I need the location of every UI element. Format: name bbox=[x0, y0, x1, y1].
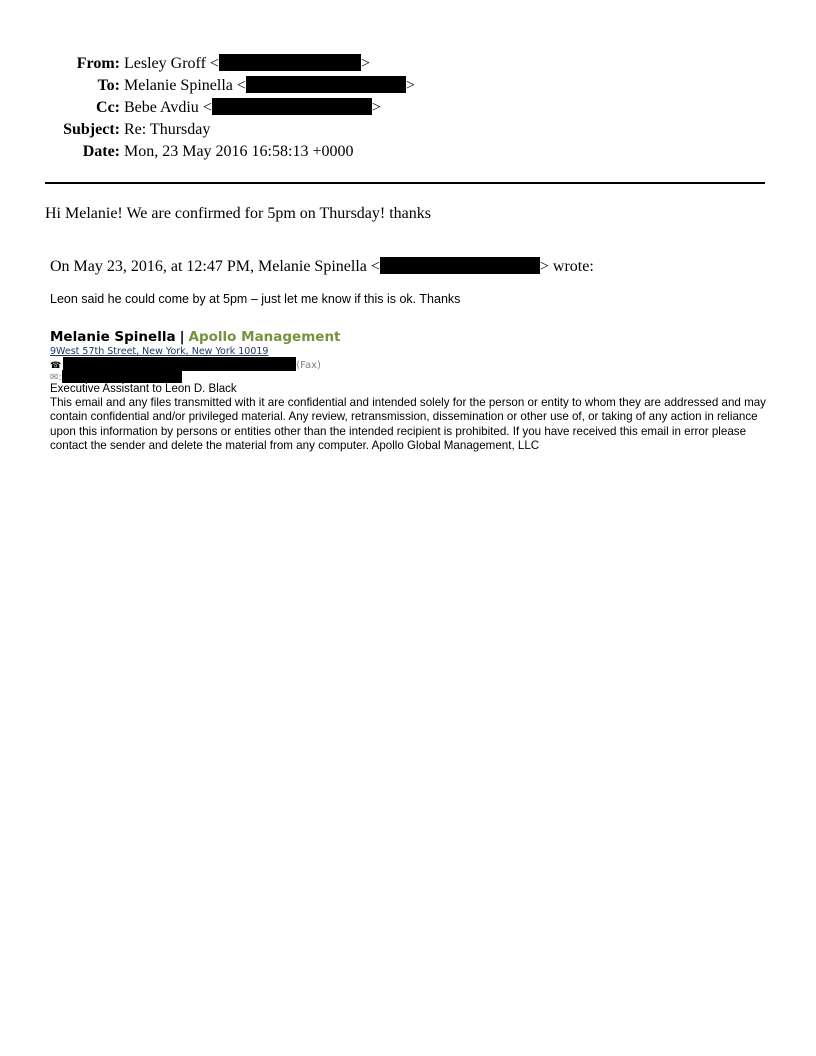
date-label: Date: bbox=[82, 143, 120, 160]
cc-value: Bebe Avdiu < > bbox=[124, 99, 381, 116]
signature-phone-line bbox=[50, 357, 321, 371]
envelope-icon: ✉ bbox=[50, 372, 59, 383]
signature-separator: | bbox=[179, 329, 185, 345]
signature-title: Executive Assistant to Leon D. Black bbox=[50, 383, 237, 395]
reply-message: Hi Melanie! We are confirmed for 5pm on Thursday! thanks bbox=[45, 205, 432, 222]
redaction-box bbox=[63, 357, 296, 371]
email-header bbox=[0, 53, 816, 163]
quoted-message: Leon said he could come by at 5pm – just let me know if this is ok. Thanks bbox=[50, 292, 461, 306]
to-value: Melanie Spinella < > bbox=[124, 77, 415, 94]
from-name: Lesley Groff bbox=[124, 55, 206, 72]
signature-address[interactable]: 9West 57th Street, New York, New York 10019 bbox=[50, 346, 269, 357]
signature-email-line: ✉: bbox=[50, 370, 182, 384]
confidentiality-disclaimer: This email and any files transmitted with it are confidential and intended solely for the person or entity to whom they are addressed and may contain confidential and/or privileged material. Any review, retransmission, dissemination or other use of, or taking of any action in reliance upon this information by persons or entities other than the intended recipient is prohibited. If you have received this email in error please contact the sender and delete the material from any computer. Apollo Global Management, LLC bbox=[50, 396, 766, 452]
cc-label: Cc: bbox=[96, 99, 120, 116]
date-row bbox=[0, 141, 816, 163]
from-label: From: bbox=[76, 55, 120, 72]
to-name: Melanie Spinella bbox=[124, 77, 233, 94]
date-value: Mon, 23 May 2016 16:58:13 +0000 bbox=[124, 143, 354, 160]
signature-company: Apollo Management bbox=[188, 329, 341, 345]
from-value: Lesley Groff < > bbox=[124, 55, 370, 72]
redaction-box bbox=[219, 54, 361, 71]
signature-name: Melanie Spinella bbox=[50, 329, 176, 345]
redaction-box bbox=[62, 370, 182, 383]
cc-name: Bebe Avdiu bbox=[124, 99, 199, 116]
quote-intro-suffix: > wrote: bbox=[539, 258, 594, 275]
redaction-box bbox=[212, 98, 372, 115]
subject-label: Subject: bbox=[63, 121, 120, 138]
subject-row bbox=[0, 119, 816, 141]
signature-name-line bbox=[50, 329, 341, 345]
subject-value: Re: Thursday bbox=[124, 121, 211, 138]
fax-label: (Fax) bbox=[296, 360, 321, 371]
telephone-icon: ☎ bbox=[50, 361, 62, 371]
quote-intro-prefix: On May 23, 2016, at 12:47 PM, Melanie Spinella < bbox=[50, 258, 380, 275]
quote-intro bbox=[50, 257, 594, 276]
to-row bbox=[0, 75, 816, 97]
cc-row bbox=[0, 97, 816, 119]
from-row bbox=[0, 53, 816, 75]
to-label: To: bbox=[97, 77, 120, 94]
redaction-box bbox=[380, 257, 540, 274]
header-divider bbox=[45, 182, 765, 184]
redaction-box bbox=[246, 76, 406, 93]
